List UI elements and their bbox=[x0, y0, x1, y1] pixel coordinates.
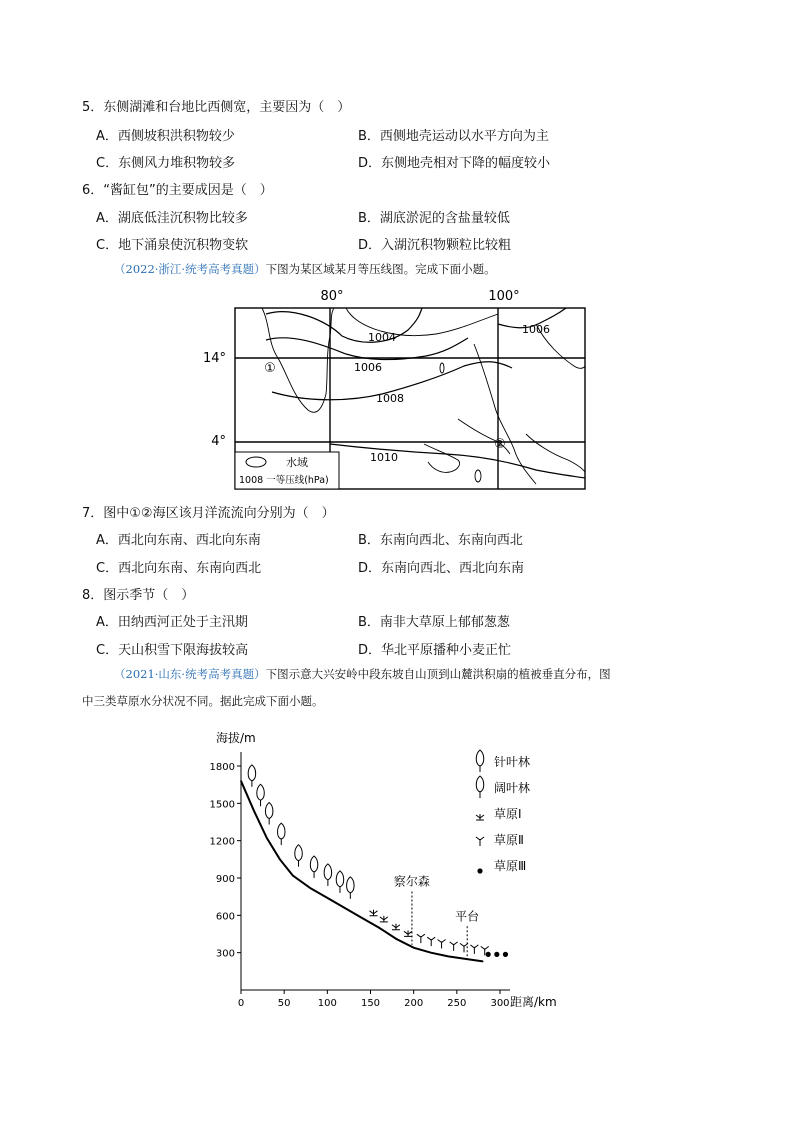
broadleaf-symbol bbox=[310, 856, 318, 872]
q8-option-b: B．南非大草原上郁郁葱葱 bbox=[358, 615, 510, 630]
conifer-symbol bbox=[278, 823, 286, 839]
x-tick-label: 100 bbox=[317, 998, 337, 1009]
legend-broadleaf-symbol bbox=[476, 776, 484, 792]
profile-point bbox=[309, 887, 311, 889]
map-lat-14: 14° bbox=[202, 351, 226, 366]
y-tick-label: 1800 bbox=[209, 762, 235, 773]
q8-option-d: D．华北平原播种小麦正忙 bbox=[358, 643, 512, 658]
y-tick-label: 900 bbox=[215, 874, 235, 885]
q6-option-b: B．湖底淤泥的含盐量较低 bbox=[358, 211, 510, 226]
map-isobar-1004: 1004 bbox=[368, 331, 396, 344]
vegetation-profile-chart bbox=[200, 726, 590, 1016]
intro-text-2: 下图示意大兴安岭中段东坡自山顶到山麓洪积扇的植被垂直分布，图 bbox=[265, 667, 611, 681]
legend-item-label: 草原Ⅰ bbox=[494, 807, 522, 821]
broadleaf-symbol bbox=[336, 871, 344, 887]
x-axis-label: 距离/km bbox=[510, 995, 557, 1009]
grassland-3-symbol bbox=[486, 952, 491, 957]
grassland-3-symbol bbox=[503, 952, 508, 957]
q5-option-d: D．东侧地壳相对下降的幅度较小 bbox=[358, 156, 551, 171]
broadleaf-symbol bbox=[347, 877, 355, 893]
broadleaf-symbol bbox=[324, 864, 332, 880]
q5-option-c: C．东侧风力堆积物较多 bbox=[96, 156, 236, 171]
conifer-symbol bbox=[248, 765, 256, 781]
y-tick-label: 1200 bbox=[209, 836, 235, 848]
isobar-map bbox=[196, 284, 596, 494]
q7-option-a: A．西北向东南、西北向东南 bbox=[96, 533, 261, 548]
q8-option-c: C．天山积雪下限海拔较高 bbox=[96, 643, 249, 658]
legend-item-label: 草原Ⅲ bbox=[494, 859, 527, 873]
legend-item-label: 阔叶林 bbox=[494, 781, 531, 795]
legend-item-label: 草原Ⅱ bbox=[494, 833, 524, 847]
grassland-3-symbol bbox=[477, 868, 482, 873]
grassland-2-symbol bbox=[427, 937, 435, 946]
legend-conifer-symbol bbox=[476, 750, 484, 766]
profile-point bbox=[279, 859, 281, 861]
annotation-label: 察尔森 bbox=[393, 874, 430, 889]
map-isobar-1006b: 1006 bbox=[522, 323, 550, 336]
q5-option-a: A．西侧坡积洪积物较少 bbox=[96, 129, 235, 144]
map-lat-4: 4° bbox=[211, 434, 226, 449]
grassland-2-symbol bbox=[450, 942, 458, 951]
profile-point bbox=[378, 927, 380, 929]
map-isobar-1006a: 1006 bbox=[354, 361, 382, 374]
legend-isobar-label: 1008 一等压线(hPa) bbox=[239, 475, 329, 486]
y-tick-label: 600 bbox=[215, 911, 235, 923]
x-tick-label: 0 bbox=[237, 998, 245, 1009]
question-7-stem: 7．图中①②海区该月洋流流向分别为（ ） bbox=[82, 506, 335, 521]
grassland-1-symbol bbox=[404, 930, 412, 936]
x-tick-label: 50 bbox=[277, 998, 291, 1009]
x-tick-label: 150 bbox=[360, 998, 381, 1009]
source-tag: （2022·浙江·统考高考真题） bbox=[114, 262, 266, 276]
grassland-1-symbol bbox=[370, 910, 378, 916]
grassland-2-symbol bbox=[476, 837, 484, 846]
map-isobar-1008: 1008 bbox=[376, 392, 404, 405]
annotation-label: 平台 bbox=[455, 909, 480, 924]
y-axis-label: 海拔/m bbox=[216, 731, 256, 745]
grassland-2-symbol bbox=[470, 945, 478, 954]
map-marker-1: ① bbox=[264, 361, 276, 376]
map-lon-100: 100° bbox=[488, 289, 520, 304]
profile-point bbox=[482, 961, 484, 963]
profile-point bbox=[361, 917, 363, 919]
profile-point bbox=[447, 956, 449, 958]
profile-point bbox=[413, 947, 415, 949]
q5-option-b: B．西侧地壳运动以水平方向为主 bbox=[358, 129, 549, 144]
y-tick-label: 1500 bbox=[209, 799, 235, 811]
grassland-2-symbol bbox=[438, 940, 446, 949]
legend-item-label: 针叶林 bbox=[494, 755, 531, 769]
q6-option-d: D．入湖沉积物颗粒比较粗 bbox=[358, 238, 512, 253]
x-tick-label: 300 bbox=[490, 998, 510, 1009]
q7-option-b: B．东南向西北、东南向西北 bbox=[358, 533, 523, 548]
profile-point bbox=[266, 837, 268, 839]
conifer-symbol bbox=[257, 784, 265, 800]
intro-text: 下图为某区域某月等压线图。完成下面小题。 bbox=[265, 262, 496, 276]
profile-point bbox=[344, 907, 346, 909]
profile-point bbox=[292, 875, 294, 877]
question-8-stem: 8．图示季节（ ） bbox=[82, 588, 195, 603]
profile-point bbox=[240, 780, 242, 782]
q6-option-c: C．地下涌泉使沉积物变软 bbox=[96, 238, 249, 253]
source-tag-2: （2021·山东·统考高考真题） bbox=[114, 667, 266, 681]
x-tick-label: 250 bbox=[447, 998, 467, 1009]
question-5-stem: 5．东侧湖滩和台地比西侧宽，主要因为（ ） bbox=[82, 100, 351, 115]
y-tick-label: 300 bbox=[215, 948, 235, 960]
q7-option-d: D．东南向西北、西北向东南 bbox=[358, 561, 525, 576]
question-6-stem: 6．“酱缸包”的主要成因是（ ） bbox=[82, 183, 273, 198]
q7-option-c: C．西北向东南、东南向西北 bbox=[96, 561, 262, 576]
grassland-1-symbol bbox=[476, 814, 484, 820]
conifer-symbol bbox=[265, 803, 273, 819]
x-tick-label: 200 bbox=[404, 998, 424, 1009]
profile-point bbox=[327, 897, 329, 899]
grassland-1-symbol bbox=[380, 916, 388, 922]
q6-option-a: A．湖底低洼沉积物比较多 bbox=[96, 211, 248, 226]
legend-water-label: 水域 bbox=[286, 456, 308, 469]
grassland-2-symbol bbox=[417, 934, 425, 943]
profile-point bbox=[465, 958, 467, 960]
grassland-1-symbol bbox=[392, 924, 400, 930]
broadleaf-symbol bbox=[295, 845, 303, 861]
profile-point bbox=[430, 952, 432, 954]
map-marker-2: ② bbox=[494, 437, 506, 452]
profile-point bbox=[253, 810, 255, 812]
intro-text-2-cont: 中三类草原水分状况不同。据此完成下面小题。 bbox=[82, 694, 324, 708]
q8-option-a: A．田纳西河正处于主汛期 bbox=[96, 615, 248, 630]
map-lon-80: 80° bbox=[320, 289, 344, 304]
intro-2021-shandong bbox=[114, 666, 611, 682]
intro-2022-zhejiang bbox=[114, 261, 496, 277]
map-isobar-1010: 1010 bbox=[370, 451, 398, 464]
profile-point bbox=[396, 938, 398, 940]
grassland-3-symbol bbox=[494, 952, 499, 957]
slope-profile-line bbox=[241, 781, 483, 961]
